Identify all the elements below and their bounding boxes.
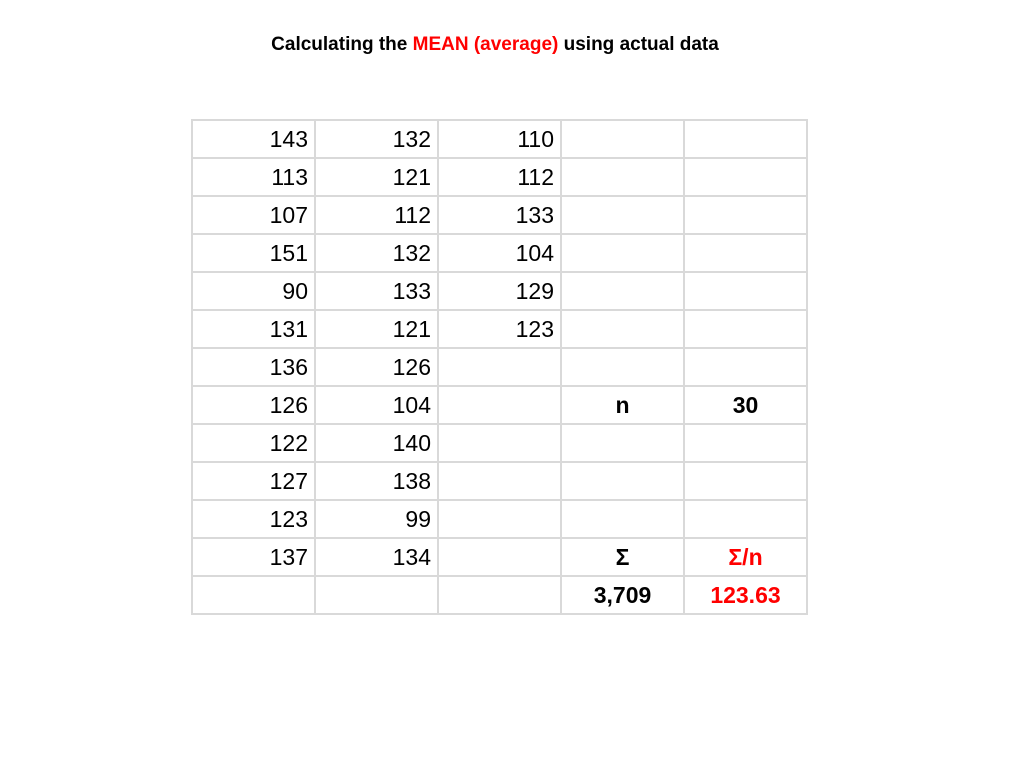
empty-cell	[438, 538, 561, 576]
table-row	[192, 120, 807, 158]
cell-c1-r1: 143	[192, 120, 315, 158]
title-accent: MEAN (average)	[412, 34, 559, 55]
empty-cell	[561, 120, 684, 158]
cell-c2-r8: 104	[315, 386, 438, 424]
mean-label: Σ/n	[684, 538, 807, 576]
empty-cell	[438, 386, 561, 424]
empty-cell	[684, 120, 807, 158]
empty-cell	[684, 158, 807, 196]
table-row	[192, 234, 807, 272]
empty-cell	[684, 272, 807, 310]
cell-c3-r4: 104	[438, 234, 561, 272]
empty-cell	[561, 462, 684, 500]
cell-c2-r7: 126	[315, 348, 438, 386]
cell-c1-r11: 123	[192, 500, 315, 538]
cell-c2-r4: 132	[315, 234, 438, 272]
empty-cell	[438, 348, 561, 386]
empty-cell	[684, 500, 807, 538]
empty-cell	[315, 576, 438, 614]
cell-c3-r3: 133	[438, 196, 561, 234]
cell-c3-r1: 110	[438, 120, 561, 158]
table-row	[192, 272, 807, 310]
cell-c2-r10: 138	[315, 462, 438, 500]
table-row	[192, 500, 807, 538]
empty-cell	[684, 424, 807, 462]
empty-cell	[684, 348, 807, 386]
empty-cell	[438, 462, 561, 500]
cell-c2-r2: 121	[315, 158, 438, 196]
title-prefix: Calculating the	[271, 34, 413, 55]
table-row	[192, 386, 807, 424]
empty-cell	[192, 576, 315, 614]
table-row	[192, 424, 807, 462]
sum-value: 3,709	[561, 576, 684, 614]
table-row	[192, 196, 807, 234]
empty-cell	[561, 500, 684, 538]
cell-c2-r1: 132	[315, 120, 438, 158]
table-row	[192, 158, 807, 196]
empty-cell	[438, 576, 561, 614]
cell-c2-r3: 112	[315, 196, 438, 234]
cell-c1-r12: 137	[192, 538, 315, 576]
cell-c1-r8: 126	[192, 386, 315, 424]
empty-cell	[561, 310, 684, 348]
cell-c1-r4: 151	[192, 234, 315, 272]
table-row	[192, 348, 807, 386]
empty-cell	[438, 424, 561, 462]
table-row	[192, 538, 807, 576]
n-value: 30	[684, 386, 807, 424]
empty-cell	[561, 196, 684, 234]
title-suffix: using actual data	[558, 34, 719, 55]
page-title	[0, 34, 990, 56]
data-table	[191, 119, 808, 615]
empty-cell	[438, 500, 561, 538]
cell-c3-r6: 123	[438, 310, 561, 348]
cell-c1-r9: 122	[192, 424, 315, 462]
empty-cell	[561, 348, 684, 386]
cell-c2-r6: 121	[315, 310, 438, 348]
cell-c1-r2: 113	[192, 158, 315, 196]
empty-cell	[684, 234, 807, 272]
sum-label: Σ	[561, 538, 684, 576]
empty-cell	[561, 234, 684, 272]
mean-value: 123.63	[684, 576, 807, 614]
cell-c2-r12: 134	[315, 538, 438, 576]
n-label: n	[561, 386, 684, 424]
table-row	[192, 310, 807, 348]
empty-cell	[684, 196, 807, 234]
empty-cell	[684, 310, 807, 348]
cell-c1-r10: 127	[192, 462, 315, 500]
empty-cell	[684, 462, 807, 500]
cell-c3-r5: 129	[438, 272, 561, 310]
cell-c1-r6: 131	[192, 310, 315, 348]
cell-c1-r5: 90	[192, 272, 315, 310]
empty-cell	[561, 272, 684, 310]
cell-c3-r2: 112	[438, 158, 561, 196]
empty-cell	[561, 424, 684, 462]
cell-c2-r11: 99	[315, 500, 438, 538]
table-row	[192, 462, 807, 500]
cell-c1-r7: 136	[192, 348, 315, 386]
table-row	[192, 576, 807, 614]
cell-c2-r9: 140	[315, 424, 438, 462]
cell-c2-r5: 133	[315, 272, 438, 310]
empty-cell	[561, 158, 684, 196]
cell-c1-r3: 107	[192, 196, 315, 234]
